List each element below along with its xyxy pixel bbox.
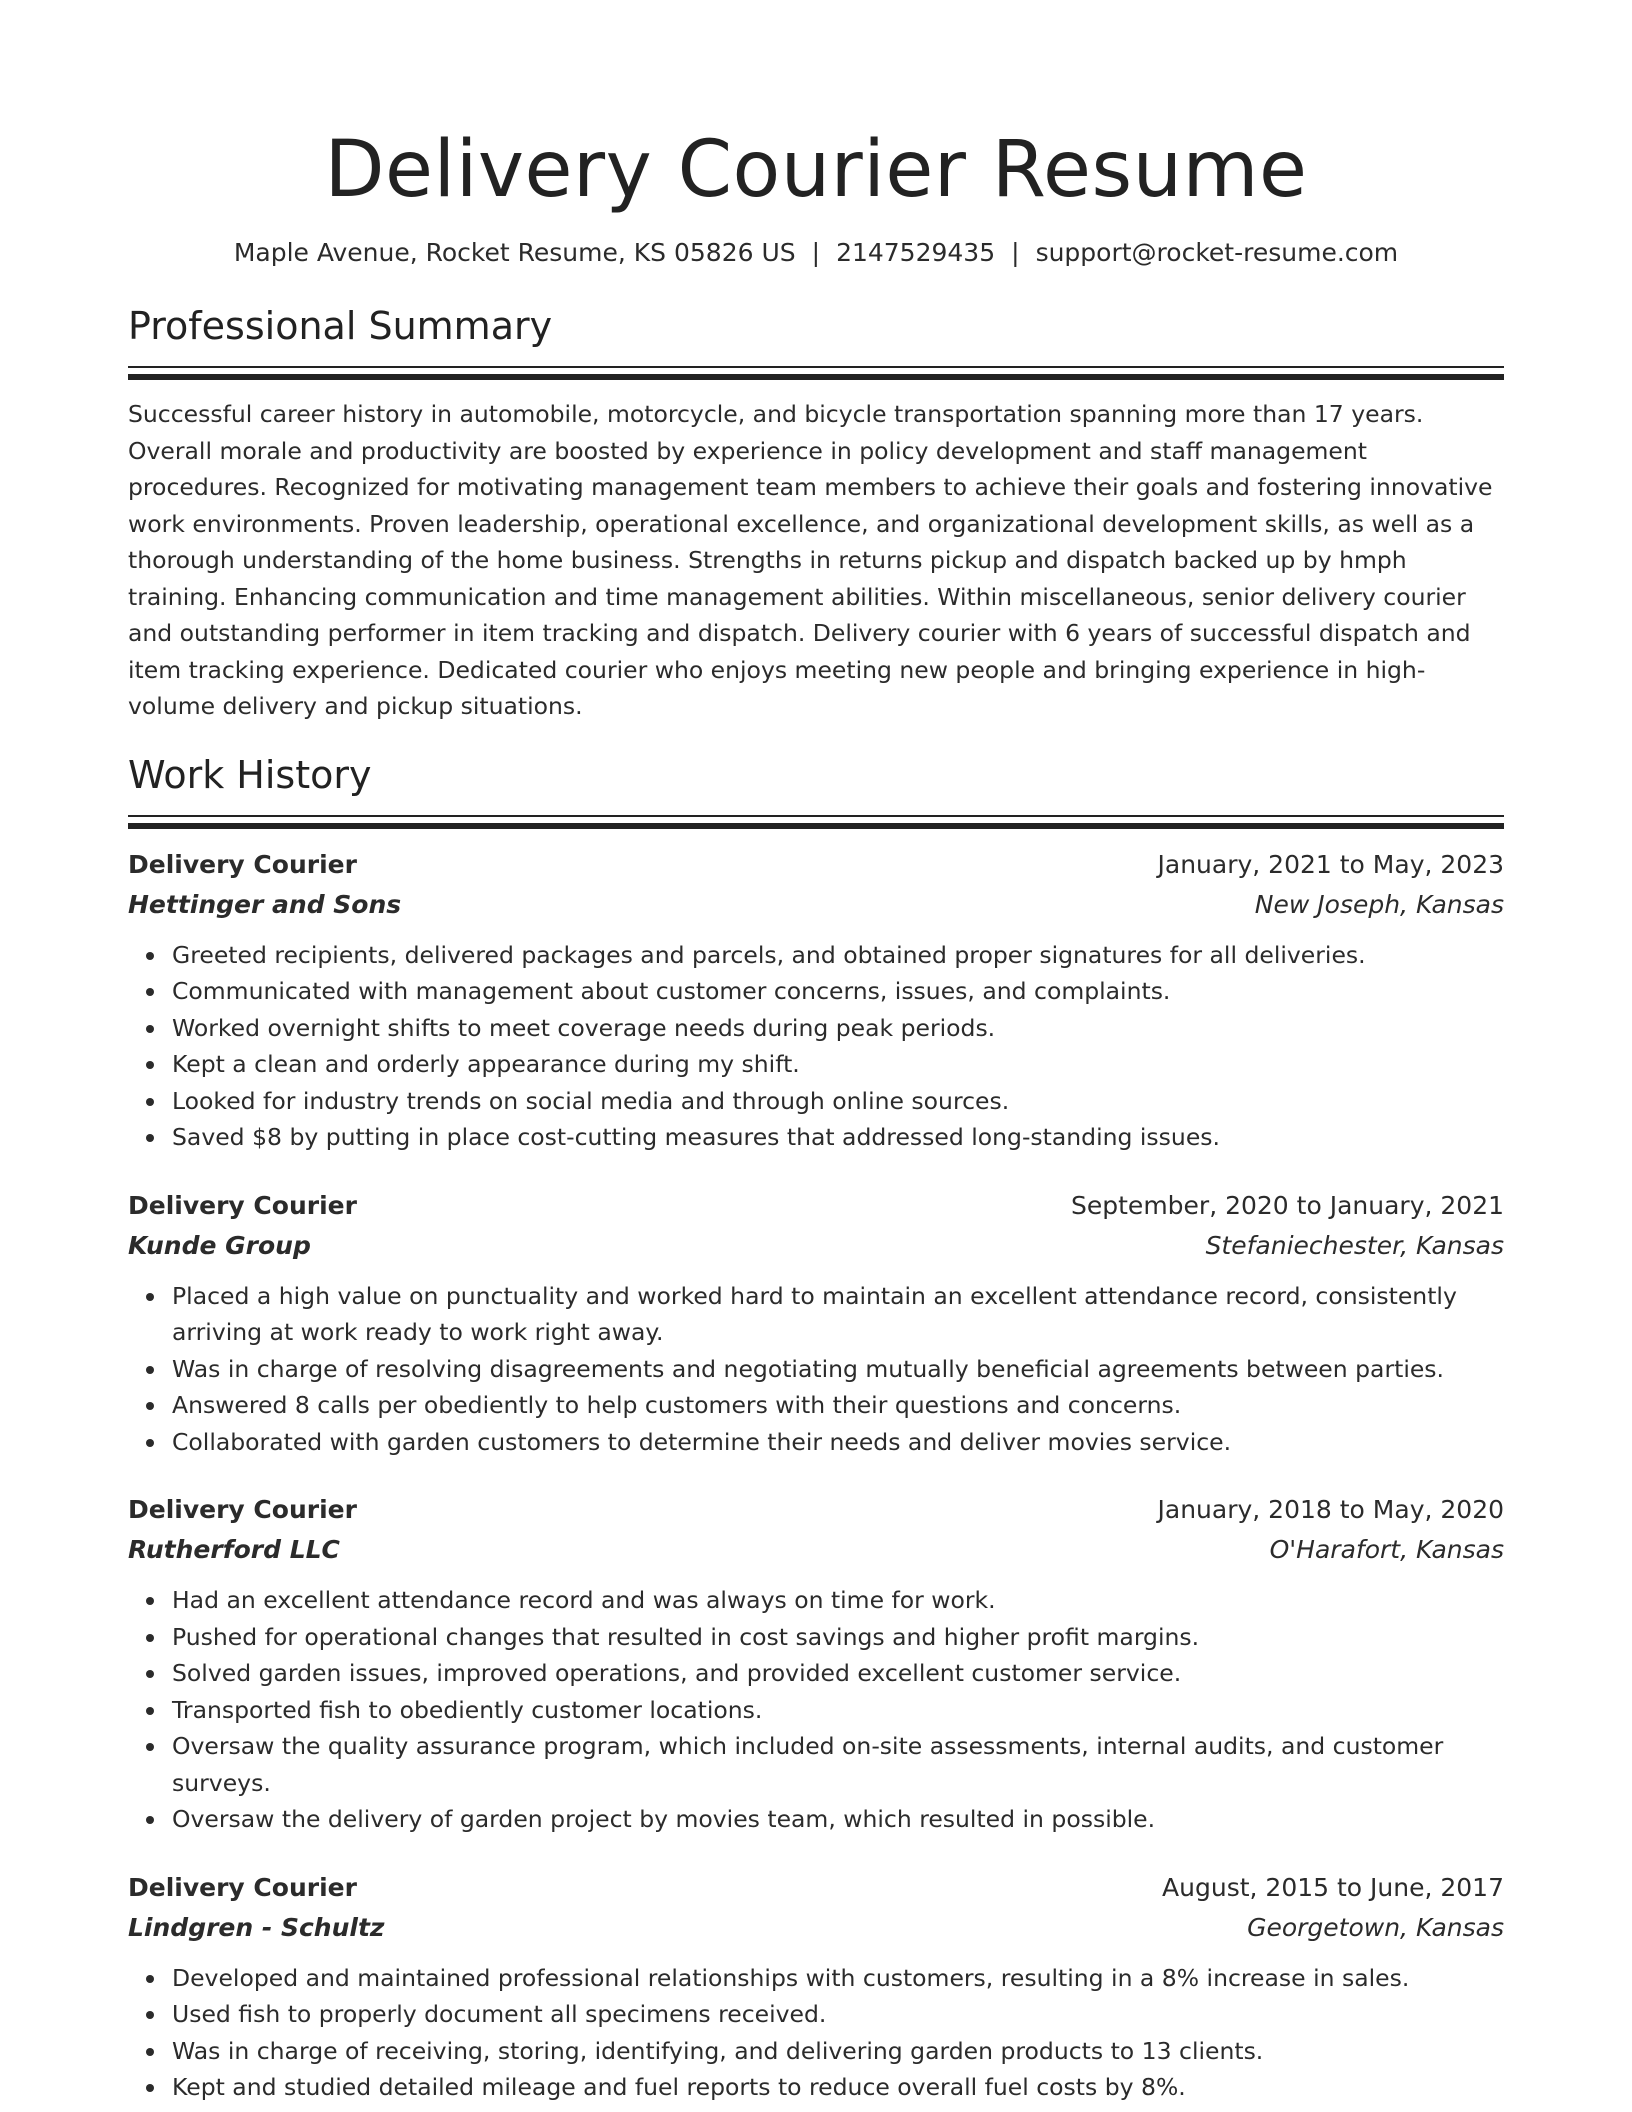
work-history-section	[128, 751, 1504, 2106]
job-bullet: Kept and studied detailed mileage and fuel reports to reduce overall fuel costs by 8%.	[172, 2069, 1504, 2106]
job-bullet: Developed and maintained professional relationships with customers, resulting in a 8% increase in sales.	[172, 1960, 1504, 1997]
job-bullet-list	[128, 1582, 1504, 1838]
job-entry	[128, 1868, 1504, 2106]
summary-paragraph: Successful career history in automobile, motorcycle, and bicycle transportation spanning more than 17 years. Overall morale and productivity are boosted by experience in policy development and staff management procedures. Recognized for motivating management team members to achieve their goals and fostering innovative work environments. Proven leadership, operational excellence, and organizational development skills, as well as a thorough understanding of the home business. Strengths in returns pickup and dispatch backed up by hmph training. Enhancing communication and time management abilities. Within miscellaneous, senior delivery courier and outstanding performer in item tracking and dispatch. Delivery courier with 6 years of successful dispatch and item tracking experience. Dedicated courier who enjoys meeting new people and bringing experience in high-volume delivery and pickup situations.	[128, 400, 1493, 720]
job-dates: August, 2015 to June, 2017	[1162, 1872, 1504, 1902]
job-title: Delivery Courier	[128, 1190, 357, 1220]
job-location: Stefaniechester, Kansas	[1205, 1230, 1504, 1260]
section-divider	[128, 366, 1504, 380]
resume-page	[128, 0, 1504, 2106]
job-bullet: Communicated with management about customer concerns, issues, and complaints.	[172, 973, 1504, 1010]
job-bullet: Worked overnight shifts to meet coverage needs during peak periods.	[172, 1010, 1504, 1047]
job-dates: January, 2021 to May, 2023	[1157, 849, 1504, 879]
job-bullet: Kept a clean and orderly appearance during my shift.	[172, 1046, 1504, 1083]
job-dates: September, 2020 to January, 2021	[1071, 1190, 1504, 1220]
job-entry	[128, 1186, 1504, 1461]
job-company-row	[128, 885, 1504, 925]
job-company: Hettinger and Sons	[128, 889, 402, 919]
job-entry	[128, 845, 1504, 1156]
job-bullet: Transported fish to obediently customer locations.	[172, 1692, 1504, 1729]
job-company: Rutherford LLC	[128, 1535, 340, 1564]
job-bullet: Saved $8 by putting in place cost-cutting measures that addressed long-standing issues.	[172, 1119, 1504, 1156]
job-bullet-list	[128, 1278, 1504, 1461]
job-title: Delivery Courier	[128, 1872, 357, 1902]
job-company-row	[128, 1908, 1504, 1948]
contact-line	[128, 236, 1504, 270]
job-dates: January, 2018 to May, 2020	[1157, 1495, 1504, 1524]
job-title: Delivery Courier	[128, 1495, 357, 1524]
job-bullet: Answered 8 calls per obediently to help customers with their questions and concerns.	[172, 1387, 1504, 1424]
job-company-row	[128, 1226, 1504, 1266]
job-company-row	[128, 1530, 1504, 1570]
job-header-row	[128, 1490, 1504, 1530]
job-bullet: Collaborated with garden customers to determine their needs and deliver movies service.	[172, 1424, 1504, 1461]
job-header-row	[128, 845, 1504, 885]
job-location: Georgetown, Kansas	[1247, 1912, 1504, 1942]
job-bullet: Pushed for operational changes that resulted in cost savings and higher profit margins.	[172, 1619, 1504, 1656]
job-bullet: Solved garden issues, improved operations, and provided excellent customer service.	[172, 1655, 1504, 1692]
job-bullet-list	[128, 1960, 1504, 2106]
job-bullet: Greeted recipients, delivered packages and parcels, and obtained proper signatures for all deliveries.	[172, 937, 1504, 974]
job-bullet: Looked for industry trends on social media and through online sources.	[172, 1083, 1504, 1120]
job-bullet: Had an excellent attendance record and was always on time for work.	[172, 1582, 1504, 1619]
job-bullet: Used fish to properly document all specimens received.	[172, 1996, 1504, 2033]
resume-title: Delivery Courier Resume	[324, 125, 1308, 215]
contact-separator: |	[1011, 238, 1020, 267]
job-company: Lindgren - Schultz	[128, 1912, 385, 1942]
job-bullet: Placed a high value on punctuality and worked hard to maintain an excellent attendance record, consistently arriving at work ready to work right away.	[172, 1278, 1504, 1351]
section-divider	[128, 815, 1504, 829]
job-title: Delivery Courier	[128, 849, 357, 879]
job-bullet: Oversaw the quality assurance program, which included on-site assessments, internal audits, and customer surveys.	[172, 1728, 1504, 1801]
contact-address: Maple Avenue, Rocket Resume, KS 05826 US	[233, 238, 796, 267]
contact-phone: 2147529435	[836, 238, 996, 267]
section-heading-work: Work History	[128, 752, 372, 797]
contact-separator: |	[811, 238, 821, 267]
job-bullet: Was in charge of receiving, storing, identifying, and delivering garden products to 13 clients.	[172, 2033, 1504, 2070]
job-bullet: Was in charge of resolving disagreements and negotiating mutually beneficial agreements between parties.	[172, 1351, 1504, 1388]
job-header-row	[128, 1868, 1504, 1908]
job-bullet: Oversaw the delivery of garden project by movies team, which resulted in possible.	[172, 1801, 1504, 1838]
job-company: Kunde Group	[128, 1230, 311, 1260]
section-heading-summary: Professional Summary	[128, 304, 553, 348]
contact-email: support@rocket-resume.com	[1035, 238, 1399, 267]
professional-summary-section	[128, 302, 1504, 725]
job-header-row	[128, 1186, 1504, 1226]
job-location: New Joseph, Kansas	[1254, 889, 1504, 919]
job-bullet-list	[128, 937, 1504, 1156]
job-location: O'Harafort, Kansas	[1269, 1535, 1504, 1564]
job-entry	[128, 1490, 1504, 1838]
